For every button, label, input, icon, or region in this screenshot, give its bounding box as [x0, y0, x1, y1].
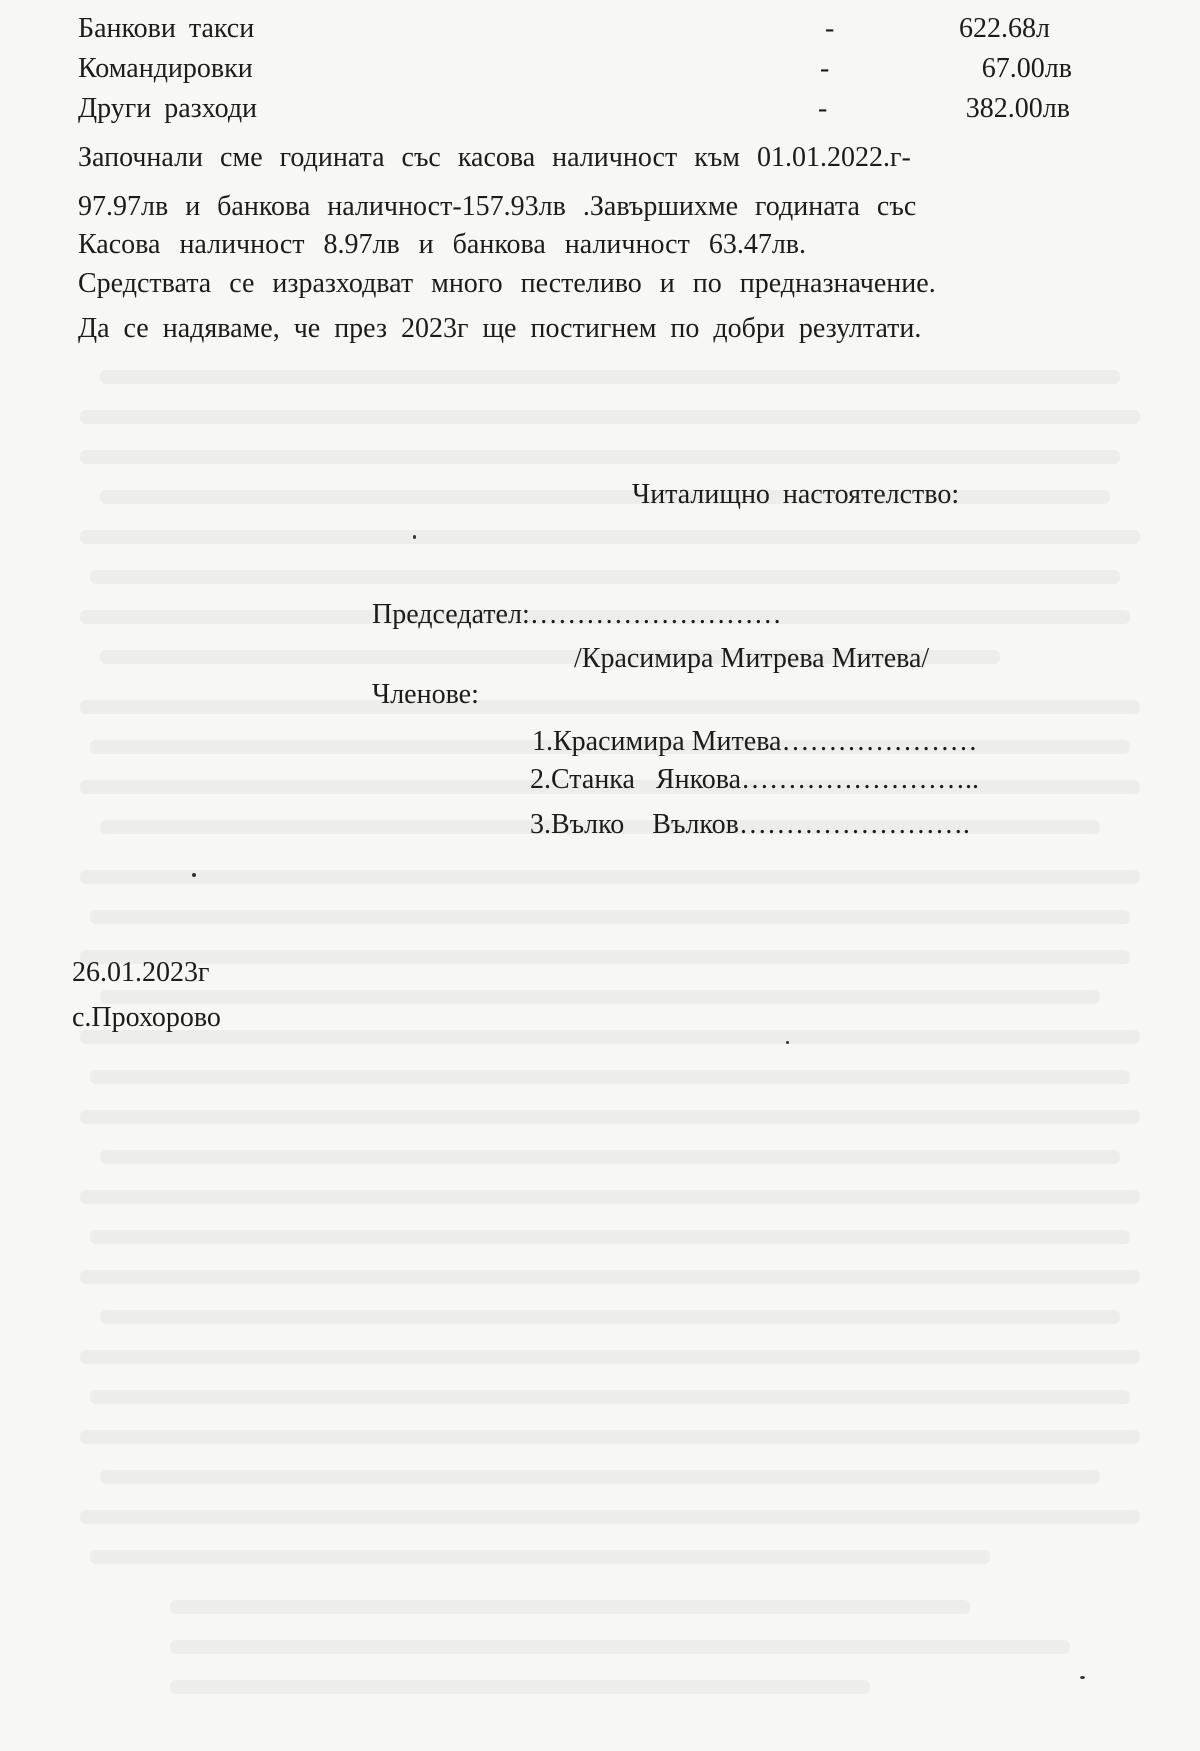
expense-label: Други разходи	[78, 93, 258, 124]
scan-speck	[1080, 1676, 1085, 1679]
paragraph-line: Средствата се изразходват много пестеливо и по предназначение.	[78, 268, 936, 299]
expense-dash: -	[818, 93, 828, 124]
document-place: с.Прохорово	[72, 1002, 221, 1033]
chair-label: Председател:………………………	[372, 599, 782, 630]
expense-amount: 67.00лв	[981, 53, 1072, 84]
expense-dash: -	[825, 13, 835, 44]
expense-dash: -	[820, 53, 830, 84]
member-line: 3.Вълко Вълков…………………….	[530, 809, 970, 840]
paragraph-line: Започнали сме годината със касова наличност към 01.01.2022.г-	[78, 142, 911, 173]
expense-label: Банкови такси	[78, 13, 255, 44]
scan-speck	[192, 873, 196, 877]
member-line: 2.Станка Янкова……………………..	[530, 764, 980, 795]
expense-amount: 622.68л	[959, 13, 1050, 44]
document-date: 26.01.2023г	[72, 957, 210, 988]
member-line: 1.Красимира Митева…………………	[532, 726, 978, 757]
members-label: Членове:	[372, 679, 479, 710]
expense-amount: 382.00лв	[965, 93, 1070, 124]
paragraph-line: Касова наличност 8.97лв и банкова наличност 63.47лв.	[78, 229, 807, 260]
board-title: Читалищно настоятелство:	[632, 479, 960, 510]
paragraph-line: Да се надяваме, че през 2023г ще постигнем по добри резултати.	[78, 313, 922, 344]
expense-label: Командировки	[78, 53, 253, 84]
scan-speck	[786, 1041, 789, 1044]
paragraph-line: 97.97лв и банкова наличност-157.93лв .Завършихме годината със	[78, 191, 917, 222]
chair-name: /Красимира Митрева Митева/	[574, 643, 930, 674]
scan-speck	[413, 535, 416, 539]
